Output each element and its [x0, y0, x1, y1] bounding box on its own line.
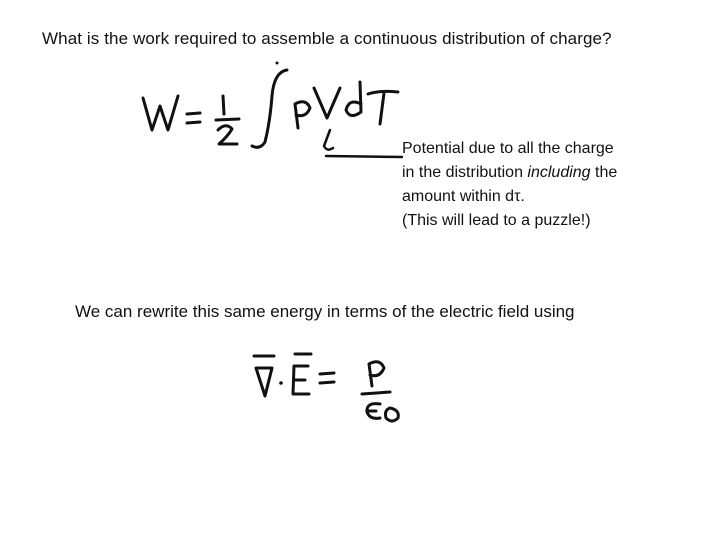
gauss-formula	[248, 348, 418, 438]
annotation-line-2a: in the distribution	[402, 164, 528, 181]
annotation-line-2	[402, 161, 617, 185]
rewrite-text: We can rewrite this same energy in terms of the electric field using	[75, 302, 575, 321]
page-title: What is the work required to assemble a continuous distribution of charge?	[42, 29, 612, 48]
annotation-line-3: amount within dτ.	[402, 188, 525, 205]
work-formula	[140, 58, 410, 163]
annotation-line-4: (This will lead to a puzzle!)	[402, 212, 591, 229]
annotation-emphasis: including	[527, 164, 591, 181]
potential-annotation	[402, 137, 617, 233]
annotation-line-2b: the	[590, 164, 618, 181]
annotation-line-1: Potential due to all the charge	[402, 140, 614, 157]
